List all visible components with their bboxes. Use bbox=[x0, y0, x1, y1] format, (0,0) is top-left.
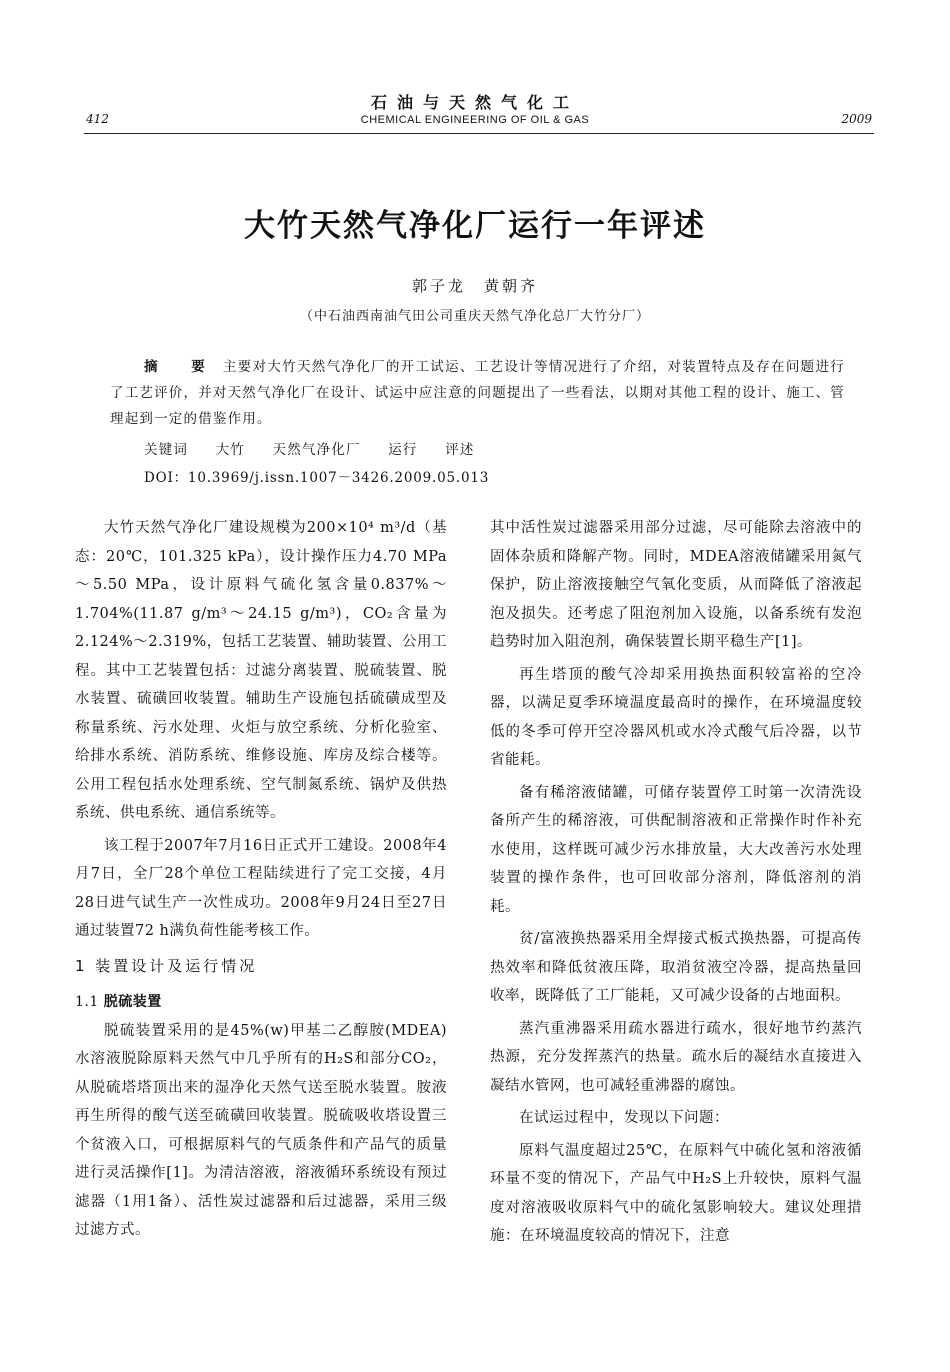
subsection-heading bbox=[75, 988, 447, 1017]
article-affiliation: （中石油西南油气田公司重庆天然气净化总厂大竹分厂） bbox=[299, 309, 650, 324]
paragraph: 贫/富液换热器采用全焊接式板式换热器，可提高传热效率和降低贫液压降，取消贫液空冷器，提高热量回收率，既降低了工厂能耗，又可减少设备的占地面积。 bbox=[490, 931, 862, 1004]
journal-title-cn: 石油与天然气化工 bbox=[370, 93, 579, 112]
paragraph: 原料气温度超过25℃，在原料气中硫化氢和溶液循环量不变的情况下，产品气中H₂S上升较快，原料气温度对溶液吸收原料气中的硫化氢影响较大。建议处理措施：在环境温度较高的情况下，注意 bbox=[490, 1142, 862, 1244]
paragraph: 该工程于2007年7月16日正式开工建设。2008年4月7日，全厂28个单位工程陆续进行了完工交接，4月28日进气试生产一次性成功。2008年9月24日至27日通过装置72 h满负荷性能考核工作。 bbox=[75, 837, 447, 939]
keyword: 运行 bbox=[388, 442, 418, 458]
paragraph: 备有稀溶液储罐，可储存装置停工时第一次清洗设备所产生的稀溶液，可供配制溶液和正常操作时作补充水使用，这样既可减少污水排放量，大大改善污水处理装置的操作条件，也可回收部分溶剂，降低溶剂的消耗。 bbox=[490, 784, 862, 915]
keyword: 评述 bbox=[445, 442, 475, 458]
left-column bbox=[75, 514, 447, 1249]
subsection-title: 脱硫装置 bbox=[103, 994, 162, 1010]
abstract-text: 主要对大竹天然气净化厂的开工试运、工艺设计等情况进行了介绍，对装置特点及存在问题进行了工艺评价，并对天然气净化厂在设计、试运中应注意的问题提出了一些看法，以期对其他工程的设计、施工、管理起到一定的借鉴作用。 bbox=[110, 359, 846, 427]
section-heading: 1 装置设计及运行情况 bbox=[75, 956, 258, 975]
issue-year: 2009 bbox=[841, 112, 872, 126]
paragraph: 在试运过程中，发现以下问题： bbox=[519, 1110, 729, 1126]
doi: DOI：10.3969/j.issn.1007－3426.2009.05.013 bbox=[144, 470, 490, 486]
keyword: 天然气净化厂 bbox=[272, 442, 361, 458]
paragraph: 蒸汽重沸器采用疏水器进行疏水，很好地节约蒸汽热源，充分发挥蒸汽的热量。疏水后的凝结水直接进入凝结水管网，也可减轻重沸器的腐蚀。 bbox=[490, 1020, 862, 1094]
abstract bbox=[110, 354, 845, 432]
paragraph: 再生塔顶的酸气冷却采用换热面积较富裕的空冷器，以满足夏季环境温度最高时的操作，在环境温度较低的冬季可停开空冷器风机或水冷式酸气后冷器，以节省能耗。 bbox=[490, 666, 862, 768]
journal-title-en: CHEMICAL ENGINEERING OF OIL & GAS bbox=[360, 114, 590, 126]
keywords-label: 关键词 bbox=[144, 442, 189, 458]
paragraph: 大竹天然气净化厂建设规模为200×10⁴ m³/d（基态：20℃，101.325 kPa），设计操作压力4.70 MPa～5.50 MPa，设计原料气硫化氢含量0.837%～1.704%(11.87 g/m³～24.15 g/m³)，CO₂含量为2.124%～2.319%，包括工艺装置、辅助装置、公用工程。其中工艺装置包括：过滤分离装置、脱硫装置、脱水装置、硫磺回收装置。辅助生产设施包括硫磺成型及称量系统、污水处理、火炬与放空系统、分析化验室、给排水系统、消防系统、维修设施、库房及综合楼等。公用工程包括水处理系统、空气制氮系统、锅炉及供热系统、供电系统、通信系统等。 bbox=[75, 520, 447, 821]
subsection-number: 1.1 bbox=[75, 994, 99, 1010]
right-column bbox=[490, 514, 862, 1255]
article-authors: 郭子龙 黄朝齐 bbox=[411, 277, 538, 295]
abstract-label: 摘 要 bbox=[144, 359, 215, 375]
paragraph: 其中活性炭过滤器采用部分过滤，尽可能除去溶液中的固体杂质和降解产物。同时，MDEA溶液储罐采用氮气保护，防止溶液接触空气氧化变质，从而降低了溶液起泡及损失。还考虑了阻泡剂加入设施，以备系统有发泡趋势时加入阻泡剂，确保装置长期平稳生产[1]。 bbox=[490, 520, 862, 650]
page-number: 412 bbox=[86, 112, 109, 126]
keywords bbox=[144, 438, 497, 458]
article-title: 大竹天然气净化厂运行一年评述 bbox=[244, 208, 706, 244]
paragraph: 脱硫装置采用的是45%(w)甲基二乙醇胺(MDEA)水溶液脱除原料天然气中几乎所有的H₂S和部分CO₂，从脱硫塔塔顶出来的湿净化天然气送至脱水装置。胺液再生所得的酸气送至硫磺回收装置。脱硫吸收塔设置三个贫液入口，可根据原料气的气质条件和产品气的质量进行灵活操作[1]。为清洁溶液，溶液循环系统设有预过滤器（1用1备）、活性炭过滤器和后过滤器，采用三级过滤方式。 bbox=[75, 1022, 447, 1238]
header-rule bbox=[84, 133, 874, 134]
keyword: 大竹 bbox=[215, 442, 246, 458]
